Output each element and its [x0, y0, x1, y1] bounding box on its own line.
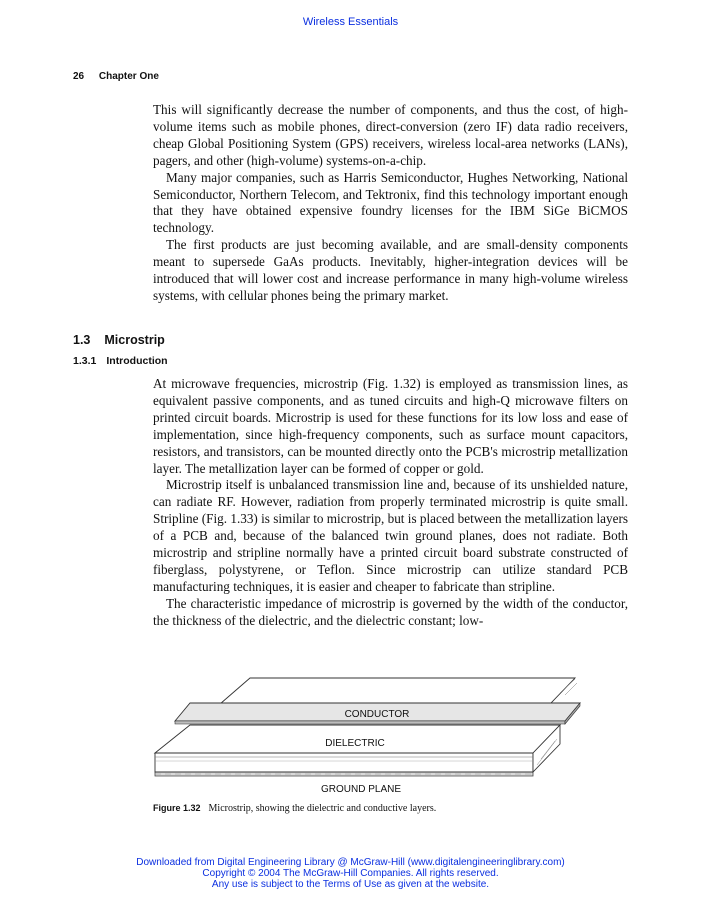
ground-plane-layer: [155, 772, 533, 776]
subsection-heading: [73, 355, 168, 367]
paragraph: The characteristic impedance of microstrip is governed by the width of the conductor, the thickness of the dielectric, and the dielectric constant; low-: [153, 595, 628, 628]
dielectric-label: DIELECTRIC: [325, 738, 385, 749]
footer-terms[interactable]: Any use is subject to the Terms of Use as given at the website.: [211, 879, 490, 890]
microstrip-diagram: [150, 673, 590, 798]
dielectric-layer: [155, 678, 577, 772]
paragraph: The first products are just becoming available, and are small-density components meant to supersede GaAs products. Inevitably, higher-integration devices will be introduced that will lower cost and increase performance in many high-volume wireless systems, with cellular phones being the primary market.: [153, 237, 628, 303]
section-text-block: [153, 376, 628, 630]
ground-plane-label: GROUND PLANE: [320, 784, 402, 795]
section-heading: [73, 333, 165, 347]
paragraph: Many major companies, such as Harris Semiconductor, Hughes Networking, National Semiconductor, Northern Telecom, and Tektronix, find this technology important enough that they have obtained expensive foundry licenses for the IBM SiGe BiCMOS technology.: [153, 169, 628, 236]
conductor-label: CONDUCTOR: [344, 709, 410, 720]
paragraph: At microwave frequencies, microstrip (Fig. 1.32) is employed as transmission lines, as equivalent passive components, and as tuned circuits and high-Q microwave filters on printed circuit boards. Microstrip is used for these functions for its low loss and ease of implementation, since high-frequency components, such as surface mount capacitors, resistors, and transistors, can be mounted directly onto the PCB's microstrip metallization layer. The metallization layer can be formed of copper or gold.: [153, 376, 628, 476]
footer-copyright: Copyright © 2004 The McGraw-Hill Companies. All rights reserved.: [202, 868, 499, 879]
intro-text-block: [153, 102, 628, 305]
chapter-label: Chapter One: [98, 71, 159, 82]
paragraph: This will significantly decrease the number of components, and thus the cost, of high-volume items such as mobile phones, direct-conversion (zero IF) data radio receivers, cheap Global Positioning System (GPS) receivers, wireless local-area networks (LANs), pagers, and other (high-volume) systems-on-a-chip.: [153, 102, 628, 168]
section-title: Microstrip: [104, 333, 165, 347]
microstrip-figure: [150, 673, 590, 798]
subsection-title: Introduction: [106, 355, 168, 367]
figure-caption-label: Figure 1.32: [153, 803, 201, 813]
document-header-title[interactable]: Wireless Essentials: [302, 16, 399, 28]
running-head: [73, 71, 159, 82]
figure-caption-text: Microstrip, showing the dielectric and conductive layers.: [208, 803, 437, 814]
footer-download-link[interactable]: Downloaded from Digital Engineering Library @ McGraw-Hill (www.digitalengineeringlibrary.com): [136, 857, 565, 868]
download-notice-footer: [0, 857, 701, 890]
page-number: 26: [73, 71, 85, 82]
figure-caption: [153, 803, 436, 814]
paragraph: Microstrip itself is unbalanced transmission line and, because of its unshielded nature, can radiate RF. However, radiation from properly terminated microstrip is quite small. Stripline (Fig. 1.33) is similar to microstrip, but is placed between the metallization layers of a PCB and, because of the balanced twin ground planes, does not radiate. Both microstrip and stripline normally have a printed circuit board substrate constructed of fiberglass, polystyrene, or Teflon. Since microstrip can utilize standard PCB manufacturing techniques, it is easier and cheaper to fabricate than stripline.: [153, 477, 628, 594]
section-number: 1.3: [73, 333, 91, 347]
subsection-number: 1.3.1: [73, 355, 97, 367]
